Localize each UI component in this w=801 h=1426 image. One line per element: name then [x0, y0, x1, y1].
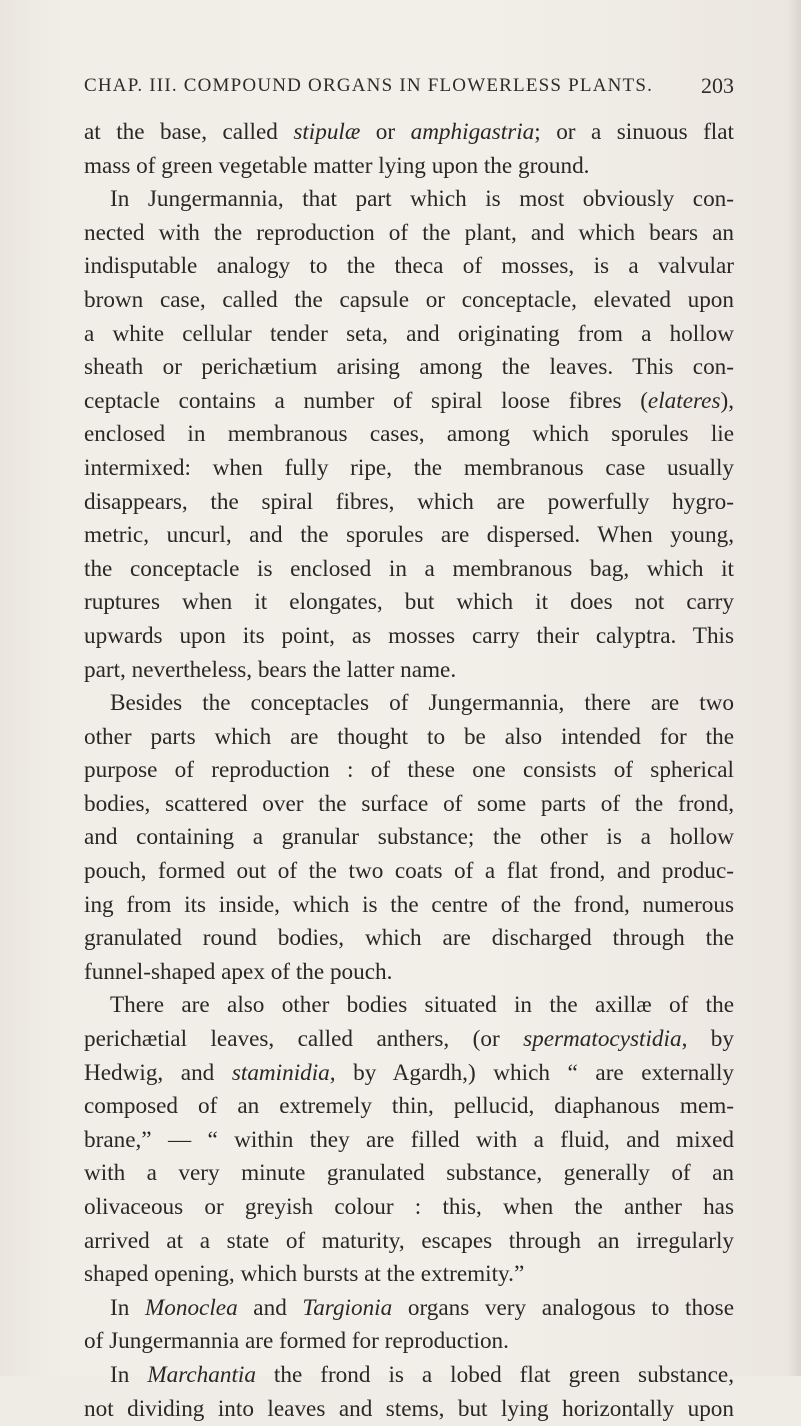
text-segment: the conceptacle is enclosed in a membranous bag, which it: [84, 555, 734, 582]
italic-term: Targionia: [302, 1294, 393, 1321]
text-line: [84, 418, 734, 452]
text-line: [84, 250, 734, 284]
text-line: [84, 1258, 734, 1292]
text-segment: purpose of reproduction : of these one consists of spherical: [84, 757, 734, 784]
text-segment: composed of an extremely thin, pellucid, diaphanous mem-: [84, 1093, 734, 1120]
text-segment: ; or a sinuous flat: [534, 119, 734, 145]
text-segment: bodies, scattered over the surface of some parts of the frond,: [84, 790, 734, 817]
text-line: [84, 586, 734, 620]
text-line: [84, 721, 734, 755]
text-segment: Besides the conceptacles of Jungermannia, there are two: [110, 690, 734, 717]
text-line: [84, 519, 734, 553]
text-line: [84, 1393, 734, 1426]
text-line: [84, 889, 734, 923]
text-segment: olivaceous or greyish colour : this, when the anther has: [84, 1194, 734, 1220]
text-line: [84, 318, 734, 352]
text-segment: metric, uncurl, and the sporules are dispersed. When young,: [84, 522, 734, 549]
text-line: [84, 1292, 734, 1326]
running-header: [84, 75, 734, 105]
text-line: [84, 620, 734, 654]
text-segment: In Jungermannia, that part which is most obviously con-: [110, 186, 734, 213]
text-line: [84, 788, 734, 822]
italic-term: staminidia: [231, 1059, 330, 1086]
text-segment: There are also other bodies situated in the axillæ of the: [110, 992, 734, 1019]
italic-term: spermatocystidia: [523, 1026, 682, 1053]
text-segment: with a very minute granulated substance, generally of an: [84, 1160, 734, 1187]
text-segment: ),: [720, 387, 734, 414]
text-segment: enclosed in membranous cases, among which sporules lie: [84, 421, 734, 448]
text-segment: indisputable analogy to the theca of mosses, is a valvular: [84, 253, 734, 280]
text-line: [84, 922, 734, 956]
text-segment: a white cellular tender seta, and originating from a hollow: [84, 320, 734, 347]
text-segment: sheath or perichætium arising among the leaves. This con-: [84, 354, 734, 381]
text-segment: and: [237, 1294, 303, 1321]
text-line: [84, 1225, 734, 1259]
text-segment: ruptures when it elongates, but which it does not carry: [84, 589, 734, 616]
page-edge-shadow: [787, 0, 801, 1376]
text-segment: mass of green vegetable matter lying upon the ground.: [84, 152, 590, 179]
text-segment: of Jungermannia are formed for reproduction.: [84, 1328, 509, 1355]
text-line: [84, 183, 734, 217]
text-segment: ing from its inside, which is the centre of the frond, numerous: [84, 891, 734, 918]
text-line: [84, 452, 734, 486]
text-line: [84, 1157, 734, 1191]
text-segment: intermixed: when fully ripe, the membranous case usually: [84, 454, 734, 481]
text-segment: Hedwig, and: [84, 1059, 232, 1086]
text-segment: brown case, called the capsule or conceptacle, elevated upon: [84, 286, 734, 313]
text-segment: In: [110, 1361, 148, 1388]
text-segment: arrived at a state of maturity, escapes through an irregularly: [84, 1227, 734, 1254]
text-segment: pouch, formed out of the two coats of a flat frond, and produc-: [84, 858, 734, 885]
text-segment: nected with the reproduction of the plant, and which bears an: [84, 219, 734, 246]
text-line: [84, 486, 734, 520]
text-segment: upwards upon its point, as mosses carry their calyptra. This: [84, 622, 734, 649]
text-line: [84, 1090, 734, 1124]
text-segment: at the base, called: [84, 119, 294, 145]
running-head-text: CHAP. III. COMPOUND ORGANS IN FLOWERLESS PLANTS.: [84, 75, 654, 96]
text-segment: perichætial leaves, called anthers, (or: [84, 1026, 524, 1053]
page-number: 203: [701, 73, 734, 98]
text-segment: disappears, the spiral fibres, which are powerfully hygro-: [84, 488, 734, 515]
text-segment: part, nevertheless, bears the latter name.: [84, 656, 457, 683]
text-line: [84, 150, 734, 184]
text-segment: granulated round bodies, which are discharged through the: [84, 925, 734, 952]
text-line: [84, 654, 734, 688]
text-segment: ceptacle contains a number of spiral loose fibres (: [84, 387, 648, 414]
text-line: [84, 821, 734, 855]
text-line: [84, 687, 734, 721]
text-line: [84, 217, 734, 251]
text-line: [84, 553, 734, 587]
text-segment: , by Agardh,) which “ are externally: [329, 1059, 734, 1086]
text-line: [84, 385, 734, 419]
text-segment: other parts which are thought to be also intended for the: [84, 723, 734, 750]
text-line: [84, 754, 734, 788]
text-line: [84, 1191, 734, 1225]
text-line: [84, 989, 734, 1023]
text-line: [84, 855, 734, 889]
text-segment: brane,” — “ within they are filled with a fluid, and mixed: [84, 1126, 734, 1153]
text-line: [84, 116, 734, 150]
text-segment: , by: [681, 1026, 734, 1053]
text-line: [84, 956, 734, 990]
text-line: [84, 1057, 734, 1091]
text-line: [84, 1023, 734, 1057]
text-line: [84, 1124, 734, 1158]
italic-term: stipulæ: [293, 119, 361, 145]
text-segment: funnel-shaped apex of the pouch.: [84, 958, 393, 985]
text-segment: or: [360, 119, 411, 145]
italic-term: amphigastria: [410, 119, 535, 145]
italic-term: Marchantia: [147, 1361, 256, 1388]
text-line: [84, 1325, 734, 1359]
text-line: [84, 284, 734, 318]
text-segment: In: [110, 1294, 145, 1321]
italic-term: elateres: [647, 387, 721, 414]
italic-term: Monoclea: [144, 1294, 238, 1321]
body-text: [84, 116, 734, 1426]
text-segment: not dividing into leaves and stems, but lying horizontally upon: [84, 1395, 734, 1422]
text-segment: and containing a granular substance; the other is a hollow: [84, 824, 734, 851]
text-segment: the frond is a lobed flat green substance,: [255, 1361, 734, 1388]
text-segment: shaped opening, which bursts at the extremity.”: [84, 1261, 525, 1288]
text-line: [84, 351, 734, 385]
text-segment: organs very analogous to those: [392, 1294, 734, 1321]
